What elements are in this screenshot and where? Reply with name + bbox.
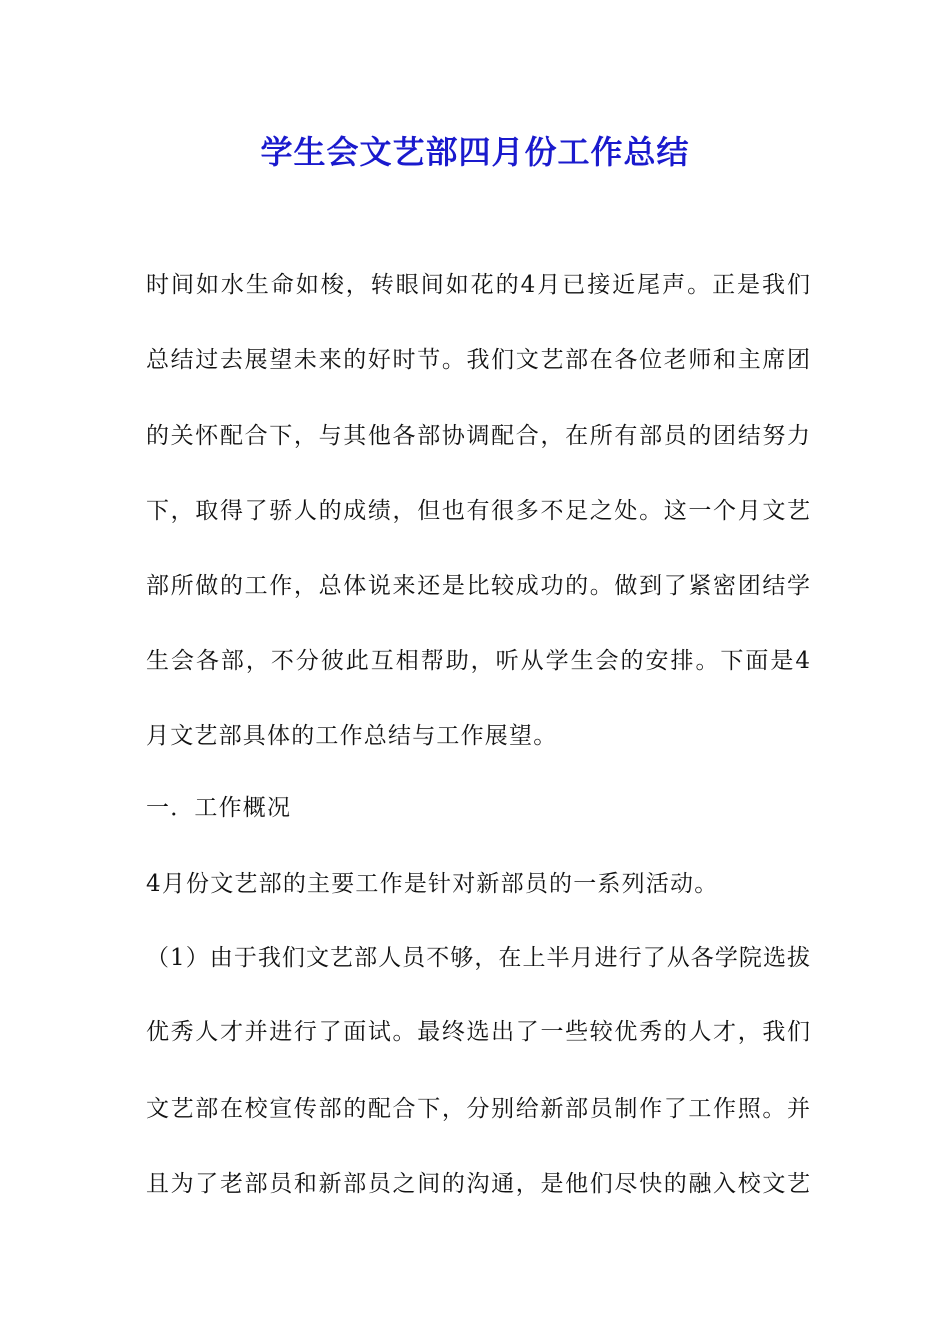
document-title: 学生会文艺部四月份工作总结 <box>260 133 690 171</box>
body-line: 4月份文艺部的主要工作是针对新部员的一系列活动。 <box>146 871 719 897</box>
section-heading: 一．工作概况 <box>146 795 292 821</box>
body-line: 总结过去展望未来的好时节。我们文艺部在各位老师和主席团 <box>146 347 810 373</box>
body-line: 部所做的工作，总体说来还是比较成功的。做到了紧密团结学 <box>146 573 810 599</box>
body-line: 的关怀配合下，与其他各部协调配合，在所有部员的团结努力 <box>146 423 810 449</box>
body-line: 生会各部，不分彼此互相帮助，听从学生会的安排。下面是4 <box>146 648 810 674</box>
body-line: （1）由于我们文艺部人员不够，在上半月进行了从各学院选拔 <box>146 945 810 971</box>
body-line: 优秀人才并进行了面试。最终选出了一些较优秀的人才，我们 <box>146 1019 810 1045</box>
body-line: 下，取得了骄人的成绩，但也有很多不足之处。这一个月文艺 <box>146 498 810 524</box>
body-line: 时间如水生命如梭，转眼间如花的4月已接近尾声。正是我们 <box>146 272 810 298</box>
body-line: 月文艺部具体的工作总结与工作展望。 <box>146 723 558 749</box>
body-line: 文艺部在校宣传部的配合下，分别给新部员制作了工作照。并 <box>146 1096 810 1122</box>
body-line: 且为了老部员和新部员之间的沟通，是他们尽快的融入校文艺 <box>146 1171 810 1197</box>
